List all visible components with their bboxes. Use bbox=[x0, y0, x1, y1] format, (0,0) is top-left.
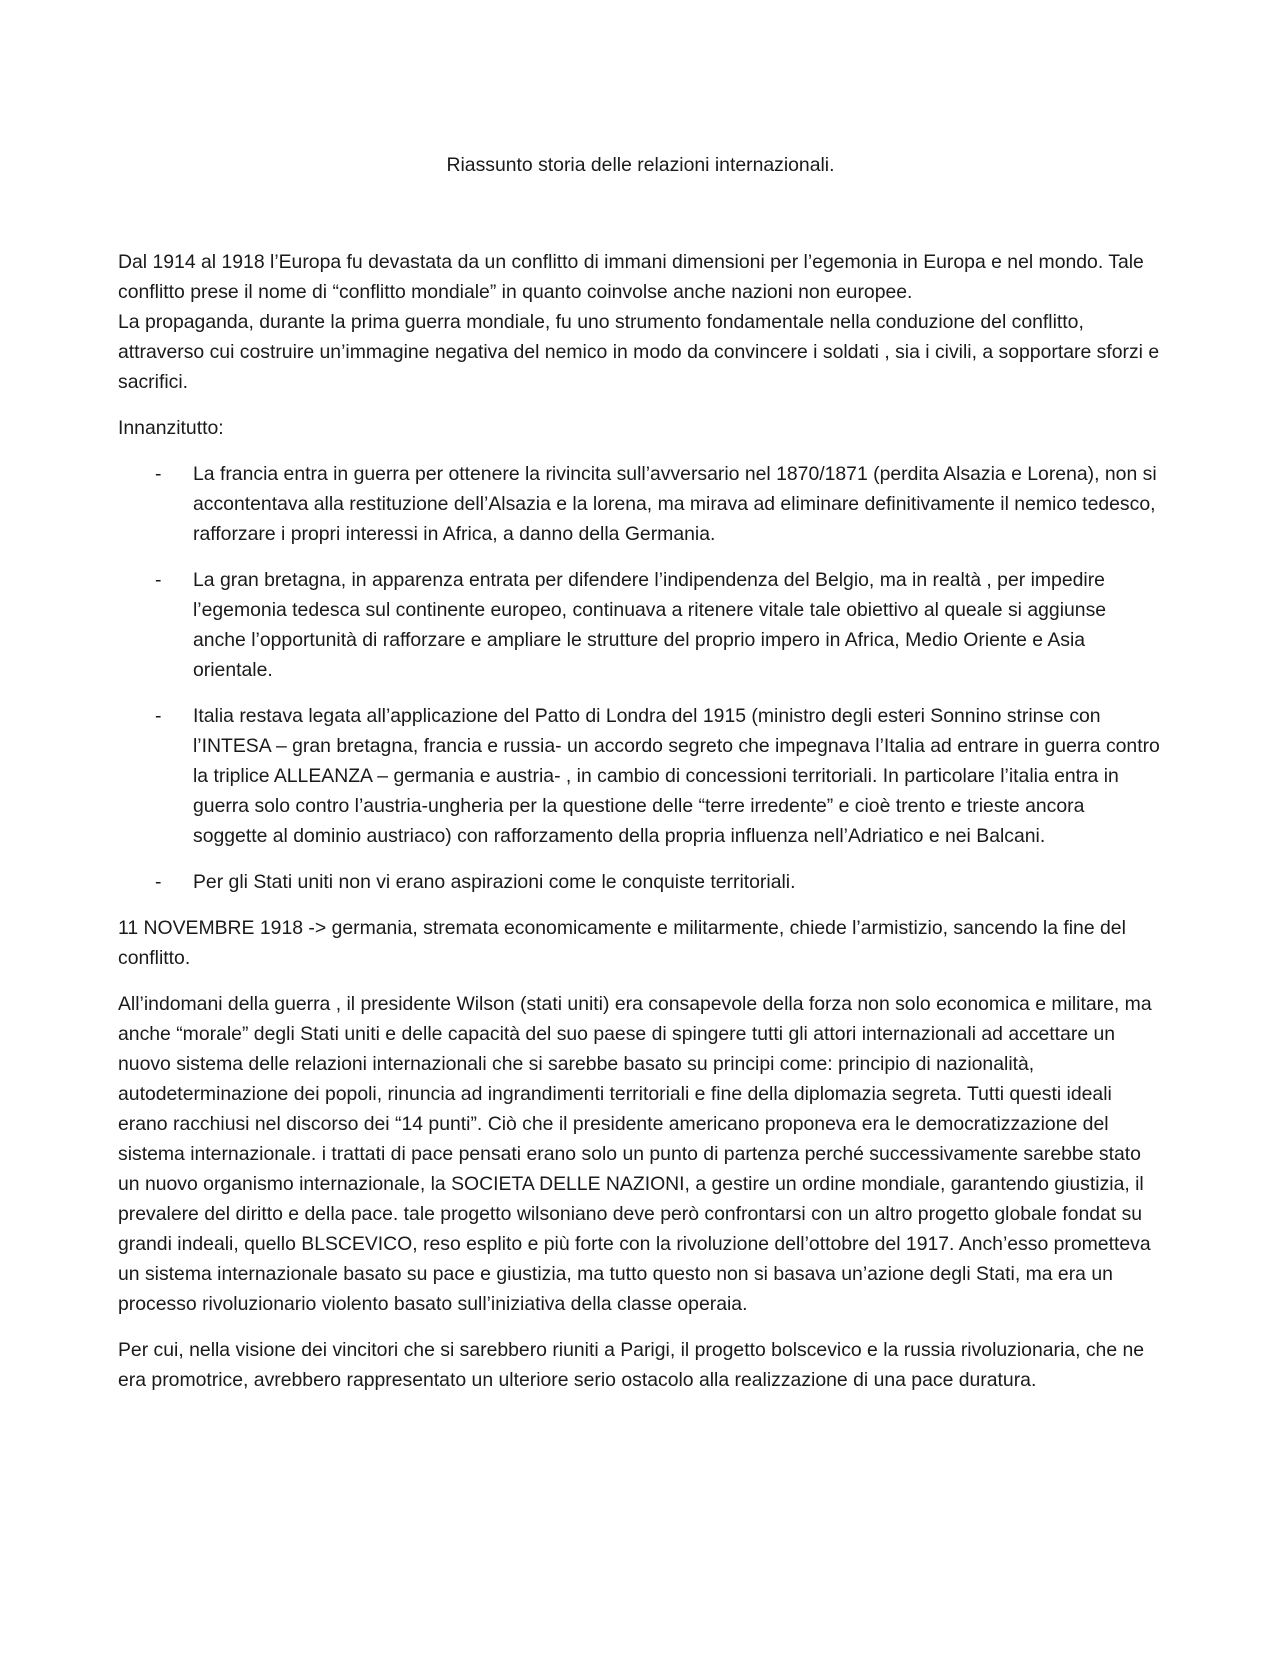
bullet-item-stati-uniti bbox=[118, 867, 1163, 897]
wilson-paragraph: All’indomani della guerra , il presidente Wilson (stati uniti) era consapevole della forza non solo economica e militare, ma anche “morale” degli Stati uniti e delle capacità del suo paese di spingere tutti gli attori internazionali ad accettare un nuovo sistema delle relazioni internazionali che si sarebbe basato su principi come: principio di nazionalità, autodeterminazione dei popoli, rinuncia ad ingrandimenti territoriali e fine della diplomazia segreta. Tutti questi ideali erano racchiusi nel discorso dei “14 punti”. Ciò che il presidente americano proponeva era le democratizzazione del sistema internazionale. i trattati di pace pensati erano solo un punto di partenza perché successivamente sarebbe stato un nuovo organismo internazionale, la SOCIETA DELLE NAZIONI, a gestire un ordine mondiale, garantendo giustizia, il prevalere del diritto e della pace. tale progetto wilsoniano deve però confrontarsi con un altro progetto globale fondat su grandi indeali, quello BLSCEVICO, reso esplito e più forte con la rivoluzione dell’ottobre del 1917. Anch’esso prometteva un sistema internazionale basato su pace e giustizia, ma tutto questo non si basava un’azione degli Stati, ma era un processo rivoluzionario violento basato sull’iniziativa della classe operaia. bbox=[118, 993, 1152, 1315]
bullet-item-francia bbox=[118, 459, 1163, 549]
conclusion-paragraph: Per cui, nella visione dei vincitori che si sarebbero riuniti a Parigi, il progetto bolscevico e la russia rivoluzionaria, che ne era promotrice, avrebbero rappresentato un ulteriore serio ostacolo alla realizzazione di una pace duratura. bbox=[118, 1339, 1145, 1391]
bullet-marker: - bbox=[155, 871, 162, 893]
bullet-item-gran-bretagna bbox=[118, 565, 1163, 685]
armistice-paragraph: 11 NOVEMBRE 1918 -> germania, stremata economicamente e militarmente, chiede l’armistizio, sancendo la fine del conflitto. bbox=[118, 917, 1126, 969]
bullet-marker: - bbox=[155, 463, 162, 485]
bullet-marker: - bbox=[155, 569, 162, 591]
innanzitutto-label: Innanzitutto: bbox=[118, 417, 224, 439]
bullet-text: La francia entra in guerra per ottenere la rivincita sull’avversario nel 1870/1871 (perdita Alsazia e Lorena), non si accontentava alla restituzione dell’Alsazia e la lorena, ma mirava ad eliminare definitivamente il nemico tedesco, rafforzare i propri interessi in Africa, a danno della Germania. bbox=[193, 463, 1157, 545]
bullet-list bbox=[118, 459, 1163, 897]
bullet-text: Per gli Stati uniti non vi erano aspirazioni come le conquiste territoriali. bbox=[193, 871, 796, 893]
document-title: Riassunto storia delle relazioni internazionali. bbox=[446, 154, 835, 176]
bullet-text: La gran bretagna, in apparenza entrata per difendere l’indipendenza del Belgio, ma in realtà , per impedire l’egemonia tedesca sul continente europeo, continuava a ritenere vitale tale obiettivo al queale si aggiunse anche l’opportunità di rafforzare e ampliare le strutture del proprio impero in Africa, Medio Oriente e Asia orientale. bbox=[193, 569, 1107, 681]
intro-paragraph: Dal 1914 al 1918 l’Europa fu devastata da un conflitto di immani dimensioni per l’egemonia in Europa e nel mondo. Tale conflitto prese il nome di “conflitto mondiale” in quanto coinvolse anche nazioni non europee. bbox=[118, 251, 1144, 303]
document-body bbox=[118, 150, 1163, 1411]
bullet-text: Italia restava legata all’applicazione del Patto di Londra del 1915 (ministro degli esteri Sonnino strinse con l’INTESA – gran bretagna, francia e russia- un accordo segreto che impegnava l’Italia ad entrare in guerra contro la triplice ALLEANZA – germania e austria- , in cambio di concessioni territoriali. In particolare l’italia entra in guerra solo contro l’austria-ungheria per la questione delle “terre irredente” e cioè trento e trieste ancora soggette al dominio austriaco) con rafforzamento della propria influenza nell’Adriatico e nei Balcani. bbox=[193, 705, 1160, 847]
bullet-marker: - bbox=[155, 705, 162, 727]
bullet-item-italia bbox=[118, 701, 1163, 851]
propaganda-paragraph: La propaganda, durante la prima guerra mondiale, fu uno strumento fondamentale nella conduzione del conflitto, attraverso cui costruire un’immagine negativa del nemico in modo da convincere i soldati , sia i civili, a sopportare sforzi e sacrifici. bbox=[118, 311, 1160, 393]
